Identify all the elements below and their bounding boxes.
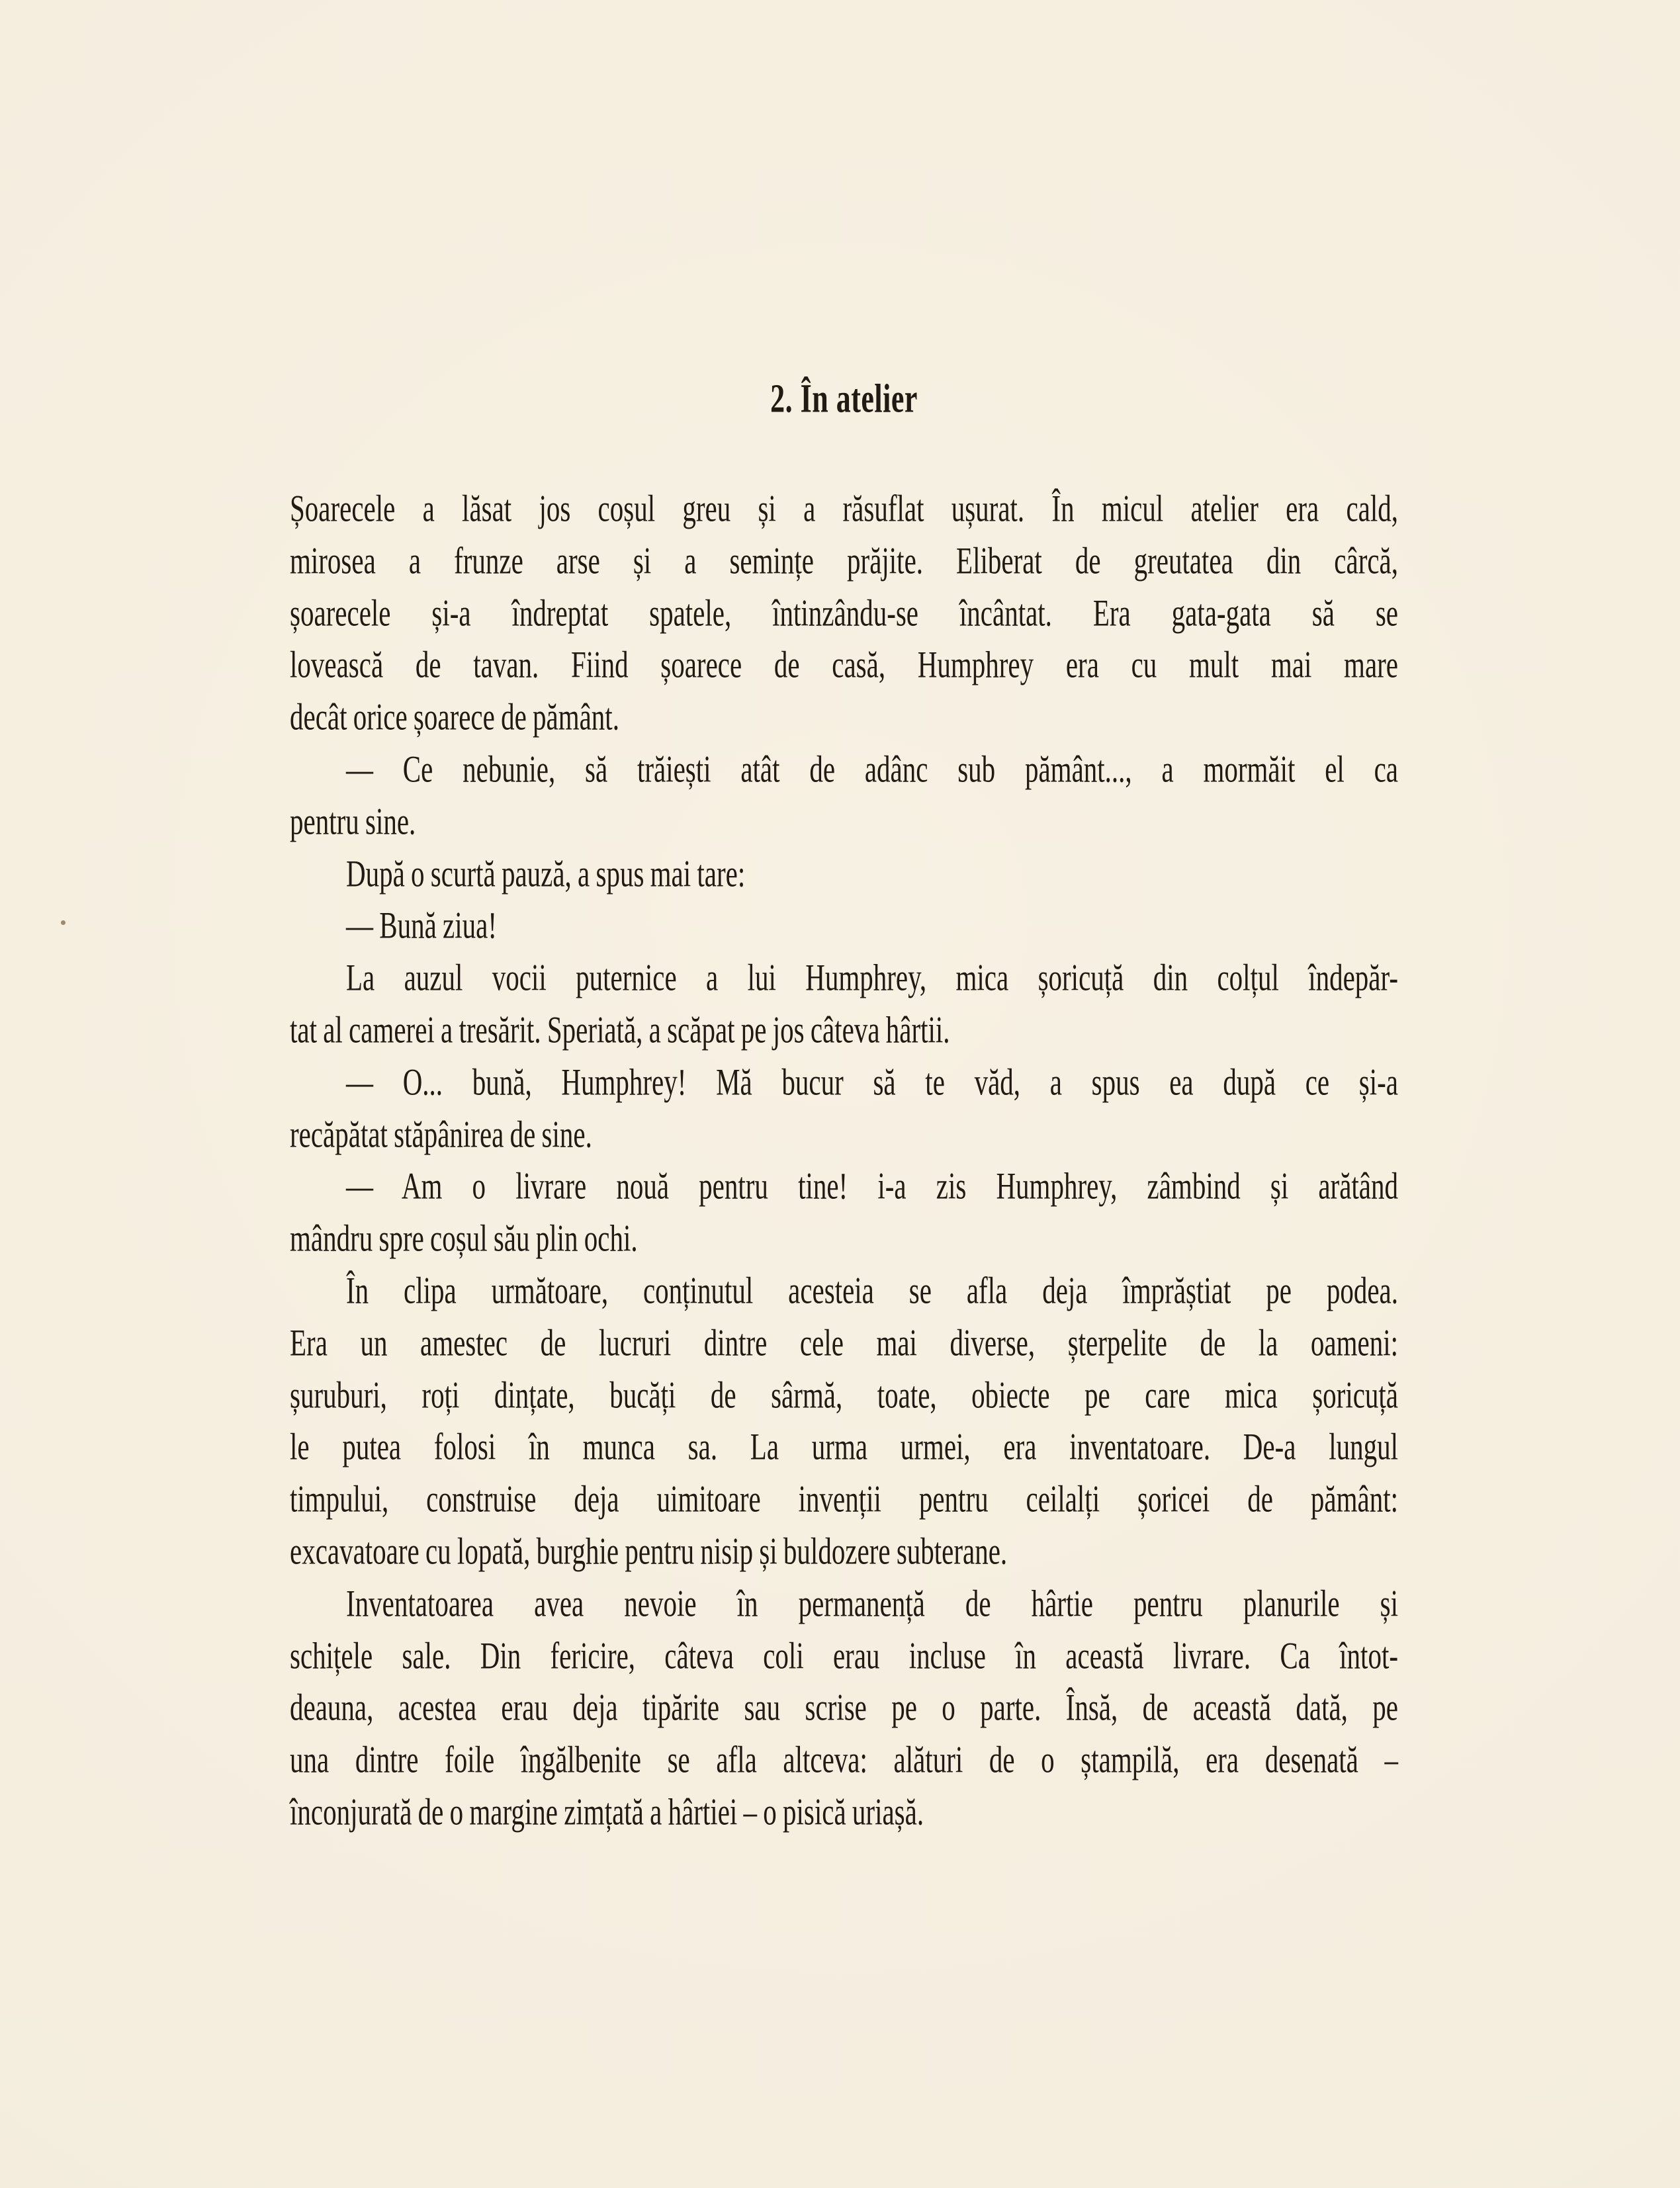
text-line: pentru sine. xyxy=(290,799,416,842)
paragraph xyxy=(290,951,1398,1056)
paragraph xyxy=(290,1160,1398,1264)
text-line: una dintre foile îngălbenite se afla altceva: alături de o ștampilă, era desenată – xyxy=(290,1737,1398,1781)
text-line: — Am o livrare nouă pentru tine! i-a zis Humphrey, zâmbind și arătând xyxy=(346,1164,1398,1207)
paragraph xyxy=(290,1056,1398,1160)
text-line: decât orice șoarece de pământ. xyxy=(290,695,619,738)
text-line: timpului, construise deja uimitoare invenții pentru ceilalți șoricei de pământ: xyxy=(290,1477,1398,1520)
text-line: La auzul vocii puternice a lui Humphrey, mica șoricuță din colțul îndepăr- xyxy=(346,955,1398,999)
paragraph xyxy=(290,743,1398,848)
text-line: schițele sale. Din fericire, câteva coli erau incluse în această livrare. Ca întot- xyxy=(290,1634,1398,1677)
text-line: mirosea a frunze arse și a semințe prăjite. Eliberat de greutatea din cârcă, xyxy=(290,539,1398,582)
text-line: șuruburi, roți dințate, bucăți de sârmă, toate, obiecte pe care mica șoricuță xyxy=(290,1373,1398,1416)
text-line: Șoarecele a lăsat jos coșul greu și a răsuflat ușurat. În micul atelier era cald, xyxy=(290,486,1398,530)
text-line: recăpătat stăpânirea de sine. xyxy=(290,1112,592,1155)
text-line: șoarecele și-a îndreptat spatele, întinzându-se încântat. Era gata-gata să se xyxy=(290,591,1398,634)
text-line: În clipa următoare, conținutul acesteia se afla deja împrăștiat pe podea. xyxy=(346,1268,1398,1311)
text-line: înconjurată de o margine zimțată a hârtiei – o pisică uriașă. xyxy=(290,1790,924,1833)
text-line: — O... bună, Humphrey! Mă bucur să te văd, a spus ea după ce și-a xyxy=(346,1060,1398,1103)
paper-speck xyxy=(61,920,66,925)
page-body xyxy=(290,482,1398,1838)
text-line: deauna, acestea erau deja tipărite sau scrise pe o parte. Însă, de această dată, pe xyxy=(290,1685,1398,1729)
text-line: Era un amestec de lucruri dintre cele mai diverse, șterpelite de la oameni: xyxy=(290,1321,1398,1364)
text-line: lovească de tavan. Fiind șoarece de casă, Humphrey era cu mult mai mare xyxy=(290,643,1398,686)
paragraph xyxy=(290,1577,1398,1838)
text-line: tat al camerei a tresărit. Speriată, a scăpat pe jos câteva hârtii. xyxy=(290,1008,950,1051)
paragraph xyxy=(290,1264,1398,1577)
text-line: După o scurtă pauză, a spus mai tare: xyxy=(346,852,746,895)
text-line: mândru spre coșul său plin ochi. xyxy=(290,1216,638,1260)
text-line: Inventatoarea avea nevoie în permanență de hârtie pentru planurile și xyxy=(346,1581,1398,1624)
chapter-title: 2. În atelier xyxy=(770,376,918,421)
text-line: excavatoare cu lopată, burghie pentru nisip și buldozere subterane. xyxy=(290,1529,1008,1572)
text-line: le putea folosi în munca sa. La urma urmei, era inventatoare. De-a lungul xyxy=(290,1424,1398,1468)
text-line: — Bună ziua! xyxy=(346,904,497,947)
text-line: — Ce nebunie, să trăiești atât de adânc sub pământ..., a mormăit el ca xyxy=(346,747,1398,791)
paragraph xyxy=(290,482,1398,743)
